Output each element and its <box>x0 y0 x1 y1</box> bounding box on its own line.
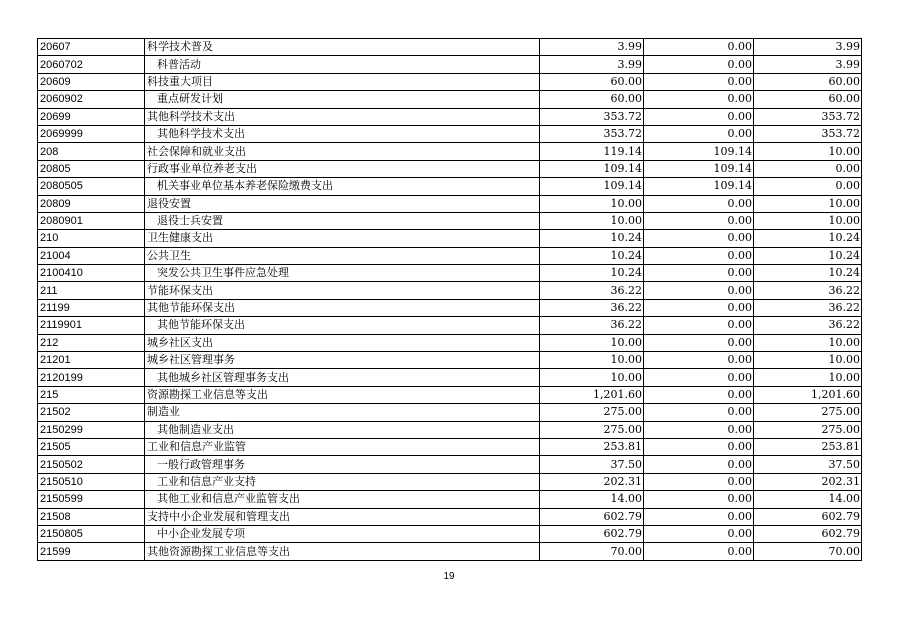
basic-expenditure-cell: 0.00 <box>644 421 754 438</box>
total-amount-cell: 10.00 <box>540 212 644 229</box>
subject-code-cell: 2080901 <box>38 212 145 229</box>
project-expenditure-cell: 70.00 <box>754 543 862 560</box>
subject-code-cell: 2150510 <box>38 473 145 490</box>
project-expenditure-cell: 10.00 <box>754 212 862 229</box>
subject-name-cell: 重点研发计划 <box>145 91 540 108</box>
table-row <box>38 334 862 351</box>
table-row <box>38 352 862 369</box>
subject-name-cell: 支持中小企业发展和管理支出 <box>145 508 540 525</box>
project-expenditure-cell: 36.22 <box>754 299 862 316</box>
project-expenditure-cell: 1,201.60 <box>754 386 862 403</box>
total-amount-cell: 60.00 <box>540 73 644 90</box>
basic-expenditure-cell: 0.00 <box>644 56 754 73</box>
budget-expenditure-table <box>37 38 862 561</box>
subject-code-cell: 211 <box>38 282 145 299</box>
basic-expenditure-cell: 0.00 <box>644 352 754 369</box>
subject-name-cell: 其他科学技术支出 <box>145 108 540 125</box>
subject-code-cell: 2150805 <box>38 525 145 542</box>
basic-expenditure-cell: 0.00 <box>644 230 754 247</box>
project-expenditure-cell: 14.00 <box>754 491 862 508</box>
project-expenditure-cell: 10.00 <box>754 369 862 386</box>
basic-expenditure-cell: 0.00 <box>644 473 754 490</box>
project-expenditure-cell: 10.24 <box>754 230 862 247</box>
basic-expenditure-cell: 0.00 <box>644 73 754 90</box>
subject-code-cell: 21505 <box>38 438 145 455</box>
subject-name-cell: 制造业 <box>145 404 540 421</box>
subject-code-cell: 20809 <box>38 195 145 212</box>
total-amount-cell: 602.79 <box>540 508 644 525</box>
table-row <box>38 299 862 316</box>
subject-name-cell: 其他资源勘探工业信息等支出 <box>145 543 540 560</box>
basic-expenditure-cell: 0.00 <box>644 334 754 351</box>
project-expenditure-cell: 3.99 <box>754 39 862 56</box>
total-amount-cell: 353.72 <box>540 125 644 142</box>
basic-expenditure-cell: 0.00 <box>644 525 754 542</box>
basic-expenditure-cell: 0.00 <box>644 386 754 403</box>
project-expenditure-cell: 10.00 <box>754 143 862 160</box>
subject-name-cell: 卫生健康支出 <box>145 230 540 247</box>
total-amount-cell: 109.14 <box>540 160 644 177</box>
project-expenditure-cell: 36.22 <box>754 317 862 334</box>
table-row <box>38 91 862 108</box>
total-amount-cell: 602.79 <box>540 525 644 542</box>
basic-expenditure-cell: 0.00 <box>644 125 754 142</box>
basic-expenditure-cell: 0.00 <box>644 491 754 508</box>
total-amount-cell: 3.99 <box>540 39 644 56</box>
basic-expenditure-cell: 0.00 <box>644 91 754 108</box>
subject-code-cell: 20609 <box>38 73 145 90</box>
table-row <box>38 473 862 490</box>
subject-name-cell: 其他城乡社区管理事务支出 <box>145 369 540 386</box>
table-row <box>38 491 862 508</box>
project-expenditure-cell: 60.00 <box>754 73 862 90</box>
subject-code-cell: 2120199 <box>38 369 145 386</box>
project-expenditure-cell: 275.00 <box>754 404 862 421</box>
subject-name-cell: 科学技术普及 <box>145 39 540 56</box>
project-expenditure-cell: 10.00 <box>754 334 862 351</box>
basic-expenditure-cell: 0.00 <box>644 438 754 455</box>
subject-code-cell: 21502 <box>38 404 145 421</box>
project-expenditure-cell: 202.31 <box>754 473 862 490</box>
total-amount-cell: 119.14 <box>540 143 644 160</box>
subject-name-cell: 其他工业和信息产业监管支出 <box>145 491 540 508</box>
table-row <box>38 73 862 90</box>
project-expenditure-cell: 10.24 <box>754 247 862 264</box>
table-row <box>38 456 862 473</box>
total-amount-cell: 10.00 <box>540 195 644 212</box>
subject-code-cell: 2119901 <box>38 317 145 334</box>
basic-expenditure-cell: 0.00 <box>644 369 754 386</box>
subject-name-cell: 一般行政管理事务 <box>145 456 540 473</box>
total-amount-cell: 253.81 <box>540 438 644 455</box>
subject-code-cell: 2150299 <box>38 421 145 438</box>
subject-name-cell: 工业和信息产业支持 <box>145 473 540 490</box>
subject-code-cell: 2150502 <box>38 456 145 473</box>
subject-name-cell: 科技重大项目 <box>145 73 540 90</box>
total-amount-cell: 10.00 <box>540 334 644 351</box>
subject-name-cell: 科普活动 <box>145 56 540 73</box>
project-expenditure-cell: 37.50 <box>754 456 862 473</box>
subject-code-cell: 208 <box>38 143 145 160</box>
table-row <box>38 125 862 142</box>
subject-code-cell: 20699 <box>38 108 145 125</box>
basic-expenditure-cell: 0.00 <box>644 282 754 299</box>
total-amount-cell: 36.22 <box>540 299 644 316</box>
project-expenditure-cell: 353.72 <box>754 108 862 125</box>
subject-name-cell: 其他科学技术支出 <box>145 125 540 142</box>
basic-expenditure-cell: 0.00 <box>644 508 754 525</box>
subject-code-cell: 2100410 <box>38 265 145 282</box>
total-amount-cell: 202.31 <box>540 473 644 490</box>
total-amount-cell: 10.24 <box>540 265 644 282</box>
subject-code-cell: 21199 <box>38 299 145 316</box>
project-expenditure-cell: 0.00 <box>754 178 862 195</box>
subject-name-cell: 其他节能环保支出 <box>145 317 540 334</box>
table-row <box>38 195 862 212</box>
subject-name-cell: 机关事业单位基本养老保险缴费支出 <box>145 178 540 195</box>
basic-expenditure-cell: 109.14 <box>644 178 754 195</box>
table-row <box>38 369 862 386</box>
basic-expenditure-cell: 0.00 <box>644 299 754 316</box>
table-row <box>38 386 862 403</box>
total-amount-cell: 37.50 <box>540 456 644 473</box>
page-number: 19 <box>443 571 455 582</box>
total-amount-cell: 353.72 <box>540 108 644 125</box>
basic-expenditure-cell: 0.00 <box>644 543 754 560</box>
basic-expenditure-cell: 0.00 <box>644 265 754 282</box>
total-amount-cell: 275.00 <box>540 421 644 438</box>
total-amount-cell: 10.00 <box>540 352 644 369</box>
basic-expenditure-cell: 109.14 <box>644 160 754 177</box>
total-amount-cell: 3.99 <box>540 56 644 73</box>
basic-expenditure-cell: 109.14 <box>644 143 754 160</box>
total-amount-cell: 275.00 <box>540 404 644 421</box>
table-row <box>38 543 862 560</box>
total-amount-cell: 109.14 <box>540 178 644 195</box>
project-expenditure-cell: 602.79 <box>754 508 862 525</box>
subject-name-cell: 中小企业发展专项 <box>145 525 540 542</box>
table-row <box>38 230 862 247</box>
table-row <box>38 265 862 282</box>
table-row <box>38 404 862 421</box>
total-amount-cell: 70.00 <box>540 543 644 560</box>
project-expenditure-cell: 253.81 <box>754 438 862 455</box>
subject-code-cell: 210 <box>38 230 145 247</box>
total-amount-cell: 10.24 <box>540 230 644 247</box>
subject-code-cell: 2060902 <box>38 91 145 108</box>
table-row <box>38 317 862 334</box>
basic-expenditure-cell: 0.00 <box>644 39 754 56</box>
total-amount-cell: 10.00 <box>540 369 644 386</box>
project-expenditure-cell: 275.00 <box>754 421 862 438</box>
subject-code-cell: 20805 <box>38 160 145 177</box>
subject-code-cell: 21201 <box>38 352 145 369</box>
subject-code-cell: 212 <box>38 334 145 351</box>
subject-name-cell: 其他节能环保支出 <box>145 299 540 316</box>
total-amount-cell: 1,201.60 <box>540 386 644 403</box>
subject-code-cell: 20607 <box>38 39 145 56</box>
subject-code-cell: 21004 <box>38 247 145 264</box>
table-row <box>38 39 862 56</box>
subject-name-cell: 公共卫生 <box>145 247 540 264</box>
project-expenditure-cell: 353.72 <box>754 125 862 142</box>
basic-expenditure-cell: 0.00 <box>644 404 754 421</box>
subject-name-cell: 行政事业单位养老支出 <box>145 160 540 177</box>
subject-code-cell: 21599 <box>38 543 145 560</box>
subject-name-cell: 退役安置 <box>145 195 540 212</box>
project-expenditure-cell: 0.00 <box>754 160 862 177</box>
subject-name-cell: 社会保障和就业支出 <box>145 143 540 160</box>
subject-name-cell: 节能环保支出 <box>145 282 540 299</box>
project-expenditure-cell: 36.22 <box>754 282 862 299</box>
total-amount-cell: 10.24 <box>540 247 644 264</box>
basic-expenditure-cell: 0.00 <box>644 456 754 473</box>
subject-name-cell: 工业和信息产业监管 <box>145 438 540 455</box>
subject-name-cell: 退役士兵安置 <box>145 212 540 229</box>
basic-expenditure-cell: 0.00 <box>644 195 754 212</box>
project-expenditure-cell: 10.24 <box>754 265 862 282</box>
basic-expenditure-cell: 0.00 <box>644 212 754 229</box>
project-expenditure-cell: 10.00 <box>754 352 862 369</box>
subject-name-cell: 城乡社区管理事务 <box>145 352 540 369</box>
table-row <box>38 247 862 264</box>
basic-expenditure-cell: 0.00 <box>644 317 754 334</box>
project-expenditure-cell: 60.00 <box>754 91 862 108</box>
table-row <box>38 143 862 160</box>
project-expenditure-cell: 10.00 <box>754 195 862 212</box>
table-row <box>38 282 862 299</box>
subject-code-cell: 2150599 <box>38 491 145 508</box>
table-row <box>38 160 862 177</box>
table-row <box>38 56 862 73</box>
project-expenditure-cell: 3.99 <box>754 56 862 73</box>
subject-code-cell: 2060702 <box>38 56 145 73</box>
total-amount-cell: 36.22 <box>540 282 644 299</box>
total-amount-cell: 36.22 <box>540 317 644 334</box>
total-amount-cell: 14.00 <box>540 491 644 508</box>
table-body <box>38 39 862 561</box>
table-row <box>38 438 862 455</box>
project-expenditure-cell: 602.79 <box>754 525 862 542</box>
table-row <box>38 525 862 542</box>
subject-code-cell: 2080505 <box>38 178 145 195</box>
basic-expenditure-cell: 0.00 <box>644 108 754 125</box>
subject-name-cell: 突发公共卫生事件应急处理 <box>145 265 540 282</box>
subject-name-cell: 资源勘探工业信息等支出 <box>145 386 540 403</box>
subject-code-cell: 21508 <box>38 508 145 525</box>
table-row <box>38 508 862 525</box>
table-row <box>38 108 862 125</box>
basic-expenditure-cell: 0.00 <box>644 247 754 264</box>
total-amount-cell: 60.00 <box>540 91 644 108</box>
table-row <box>38 421 862 438</box>
table-row <box>38 212 862 229</box>
subject-name-cell: 其他制造业支出 <box>145 421 540 438</box>
subject-name-cell: 城乡社区支出 <box>145 334 540 351</box>
table-row <box>38 178 862 195</box>
subject-code-cell: 215 <box>38 386 145 403</box>
subject-code-cell: 2069999 <box>38 125 145 142</box>
